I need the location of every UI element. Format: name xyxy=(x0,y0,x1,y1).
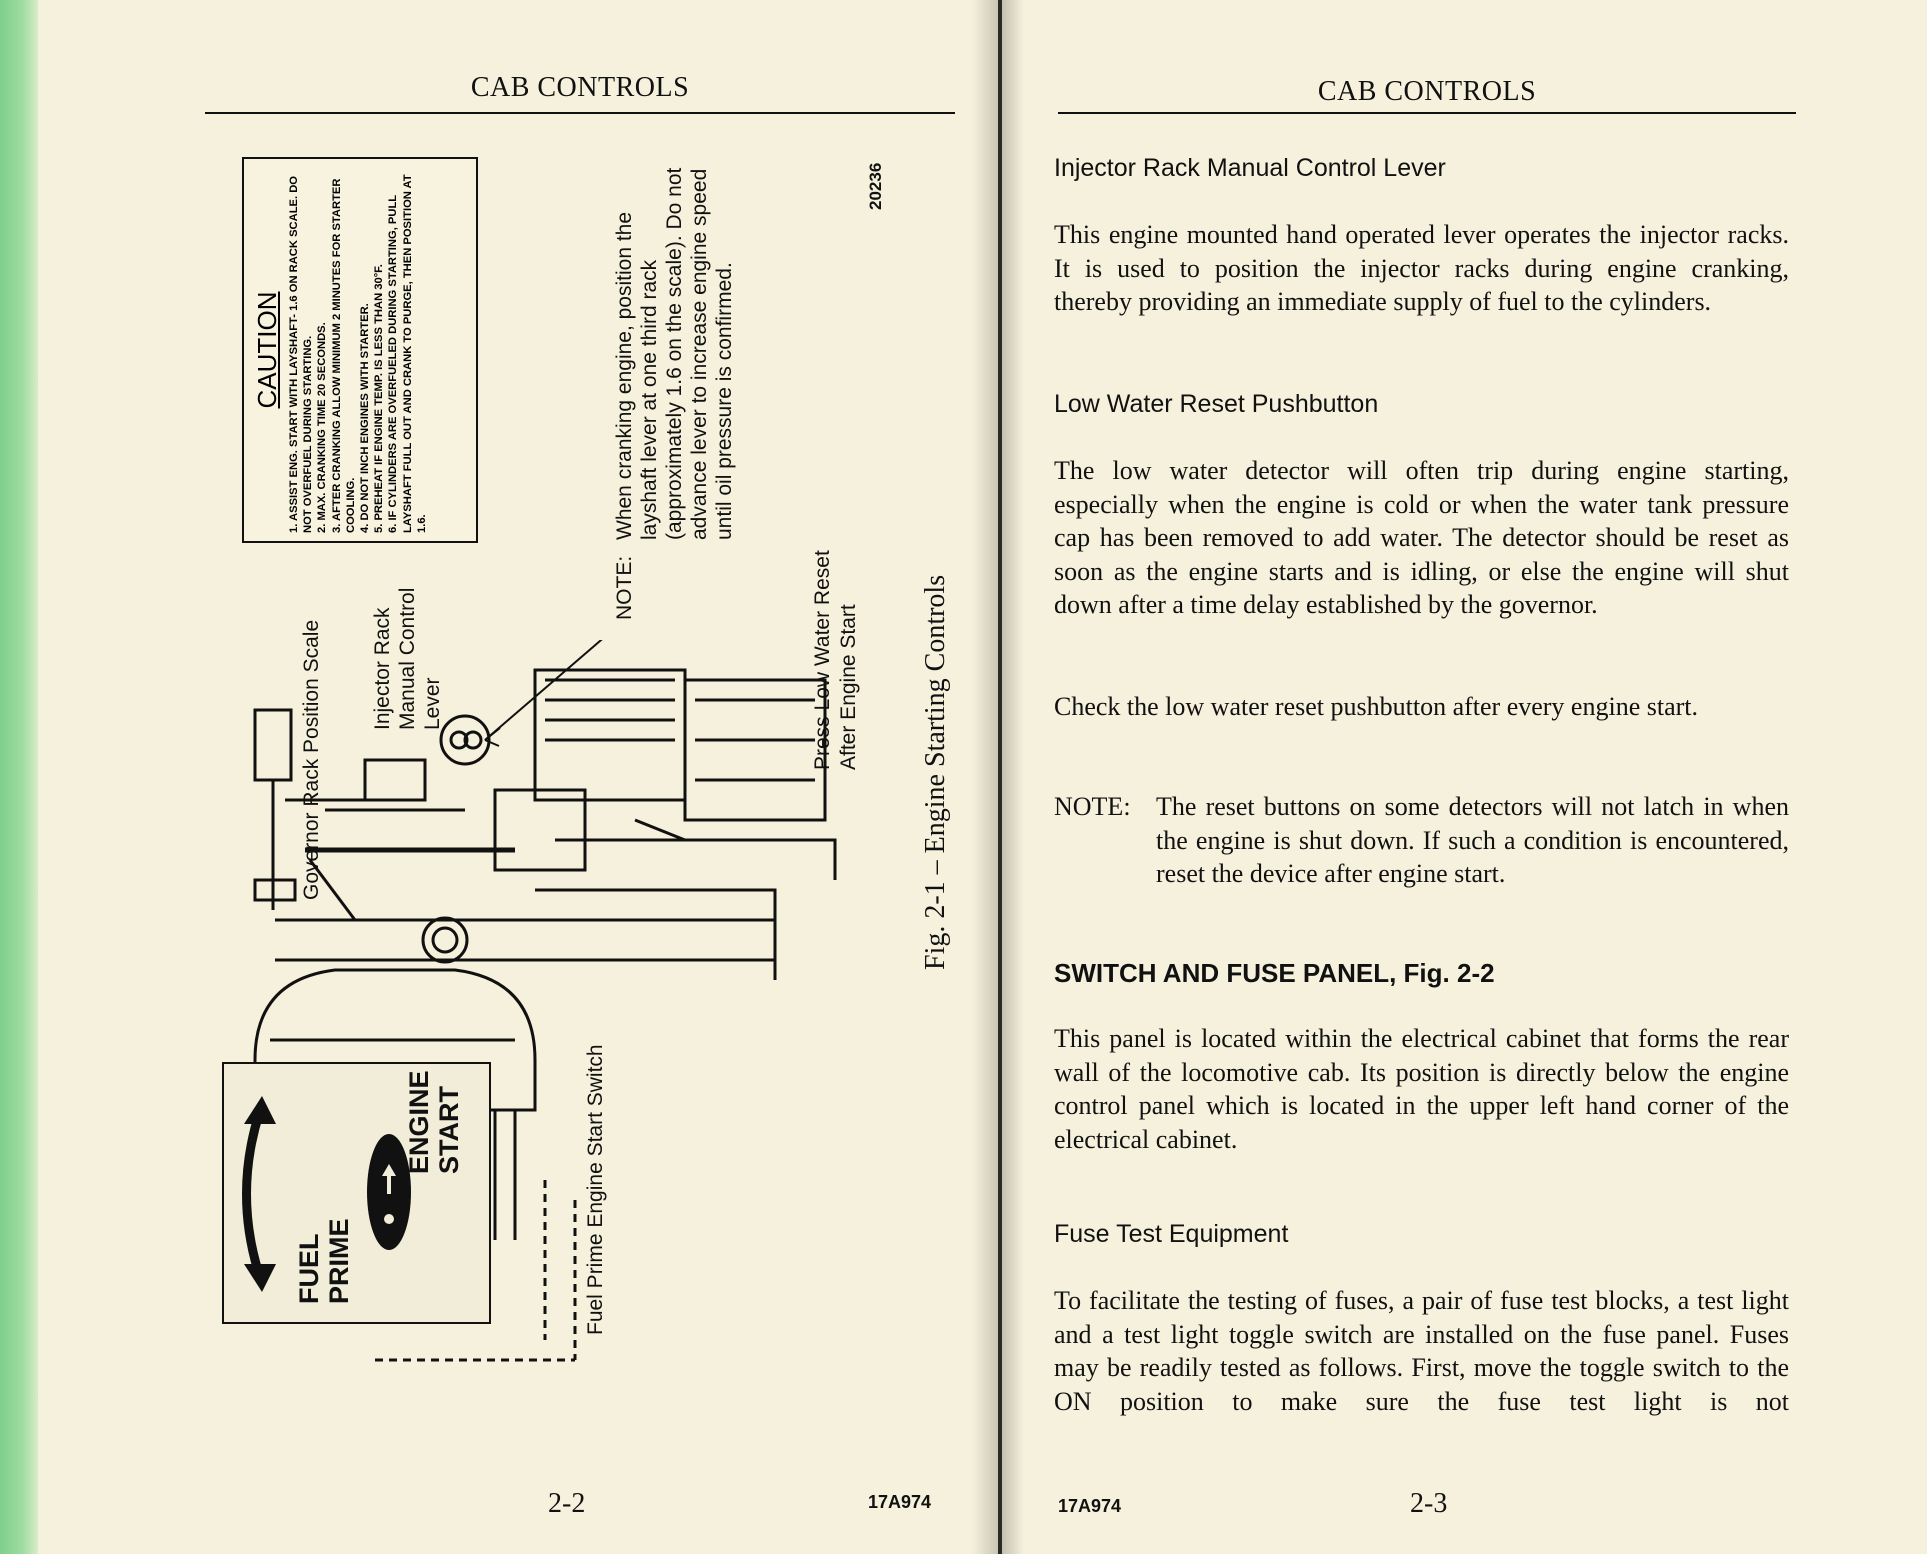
right-running-head: CAB CONTROLS xyxy=(1317,76,1537,107)
label-governor-scale: Governor Rack Position Scale xyxy=(300,619,323,900)
heading-low-water: Low Water Reset Pushbutton xyxy=(1054,390,1379,418)
figure-number: 20236 xyxy=(866,162,885,210)
para-injector-lever: This engine mounted hand operated lever operates the injector racks. It is used to position the injector racks during engine cranking, thereby providing an immediate supply of fuel to the cylinders. xyxy=(1054,220,1789,317)
note-reset-buttons xyxy=(1054,790,1789,891)
label-injector-line: Manual Control xyxy=(396,587,419,730)
caution-item: 2. MAX. CRANKING TIME 20 SECONDS. xyxy=(316,322,329,533)
caution-item: 5. PREHEAT IF ENGINE TEMP. IS LESS THAN 30°F. xyxy=(373,264,386,533)
caution-title: CAUTION xyxy=(252,291,282,409)
caution-item: 4. DO NOT INCH ENGINES WITH STARTER. xyxy=(359,303,372,533)
fuel-prime-switch-plate xyxy=(222,1062,491,1324)
label-injector-lever xyxy=(370,588,445,730)
note-label: NOTE: xyxy=(1054,792,1131,821)
caution-list xyxy=(287,159,429,541)
label-low-water-reset xyxy=(810,550,862,770)
gutter-shadow xyxy=(1002,0,1024,1554)
label-fuel-prime-switch: Fuel Prime Engine Start Switch xyxy=(584,1044,607,1335)
switch-legend: ENGINE xyxy=(404,1070,434,1174)
left-doc-code: 17A974 xyxy=(868,1492,932,1512)
caution-plate xyxy=(242,157,478,543)
label-injector-line: Lever xyxy=(421,677,444,730)
switch-plate-right xyxy=(404,1070,464,1174)
heading-injector-lever: Injector Rack Manual Control Lever xyxy=(1054,154,1446,182)
right-head-rule xyxy=(1058,112,1796,114)
figure-caption: Fig. 2-1 – Engine Starting Controls xyxy=(920,574,951,970)
caution-item: 6. IF CYLINDERS ARE OVERFUELED DURING STARTING, PULL LAYSHAFT FULL OUT AND CRANK TO PURGE, THEN POSITION AT 1.6. xyxy=(387,174,428,533)
left-head-rule xyxy=(205,112,955,114)
label-injector-line: Injector Rack xyxy=(371,607,394,730)
para-fuse-test: To facilitate the testing of fuses, a pair of fuse test blocks, a test light and a test light toggle switch are installed on the fuse panel. Fuses may be readily tested as follows. First, move the toggle switch to the ON position to make sure the fuse test light is not xyxy=(1054,1286,1789,1416)
caution-item: 1. ASSIST ENG. START WITH LAYSHAFT- 1.6 ON RACK SCALE. DO NOT OVERFUEL DURING STARTING. xyxy=(288,176,315,533)
caution-item: 3. AFTER CRANKING ALLOW MINIMUM 2 MINUTES FOR STARTER COOLING. xyxy=(330,178,357,533)
label-low-water-line: Press Low Water Reset xyxy=(811,550,834,770)
para-switch-fuse-panel: This panel is located within the electrical cabinet that forms the rear wall of the locomotive cab. Its position is directly below the engine control panel which is located in the upper left hand corner of the electrical cabinet. xyxy=(1054,1024,1789,1154)
figure-note xyxy=(612,160,782,620)
gutter-shadow xyxy=(972,0,998,1554)
label-low-water-line: After Engine Start xyxy=(837,604,860,770)
heading-switch-fuse-panel: SWITCH AND FUSE PANEL, Fig. 2-2 xyxy=(1054,958,1495,988)
para-check-reset: Check the low water reset pushbutton after every engine start. xyxy=(1054,692,1698,721)
switch-plate-left xyxy=(294,1218,354,1304)
para-low-water: The low water detector will often trip during engine starting, especially when the engine is cold or when the water tank pressure cap has been removed to add water. The detector should be reset as soon as the engine starts and is idling, or else the engine will shut down after a time delay established by the governor. xyxy=(1054,456,1789,620)
left-folio: 2-2 xyxy=(548,1488,586,1519)
left-running-head: CAB CONTROLS xyxy=(470,72,690,103)
heading-fuse-test: Fuse Test Equipment xyxy=(1054,1220,1289,1248)
note-text: The reset buttons on some detectors will not latch in when the engine is shut down. If such a condition is encountered, reset the device after engine start. xyxy=(1156,792,1789,889)
figure-note-label: NOTE: xyxy=(613,555,636,620)
right-folio: 2-3 xyxy=(1410,1488,1448,1519)
right-doc-code: 17A974 xyxy=(1058,1496,1122,1516)
figure-note-text: When cranking engine, position the layshaft lever at one third rack (approximately 1.6 on the scale). Do not advance lever to increase engine speed until oil pressure is confirmed. xyxy=(613,167,736,540)
switch-legend: START xyxy=(434,1086,464,1174)
page-edge-stripe xyxy=(0,0,38,1554)
switch-legend: FUEL xyxy=(294,1233,324,1304)
switch-legend: PRIME xyxy=(324,1218,354,1304)
